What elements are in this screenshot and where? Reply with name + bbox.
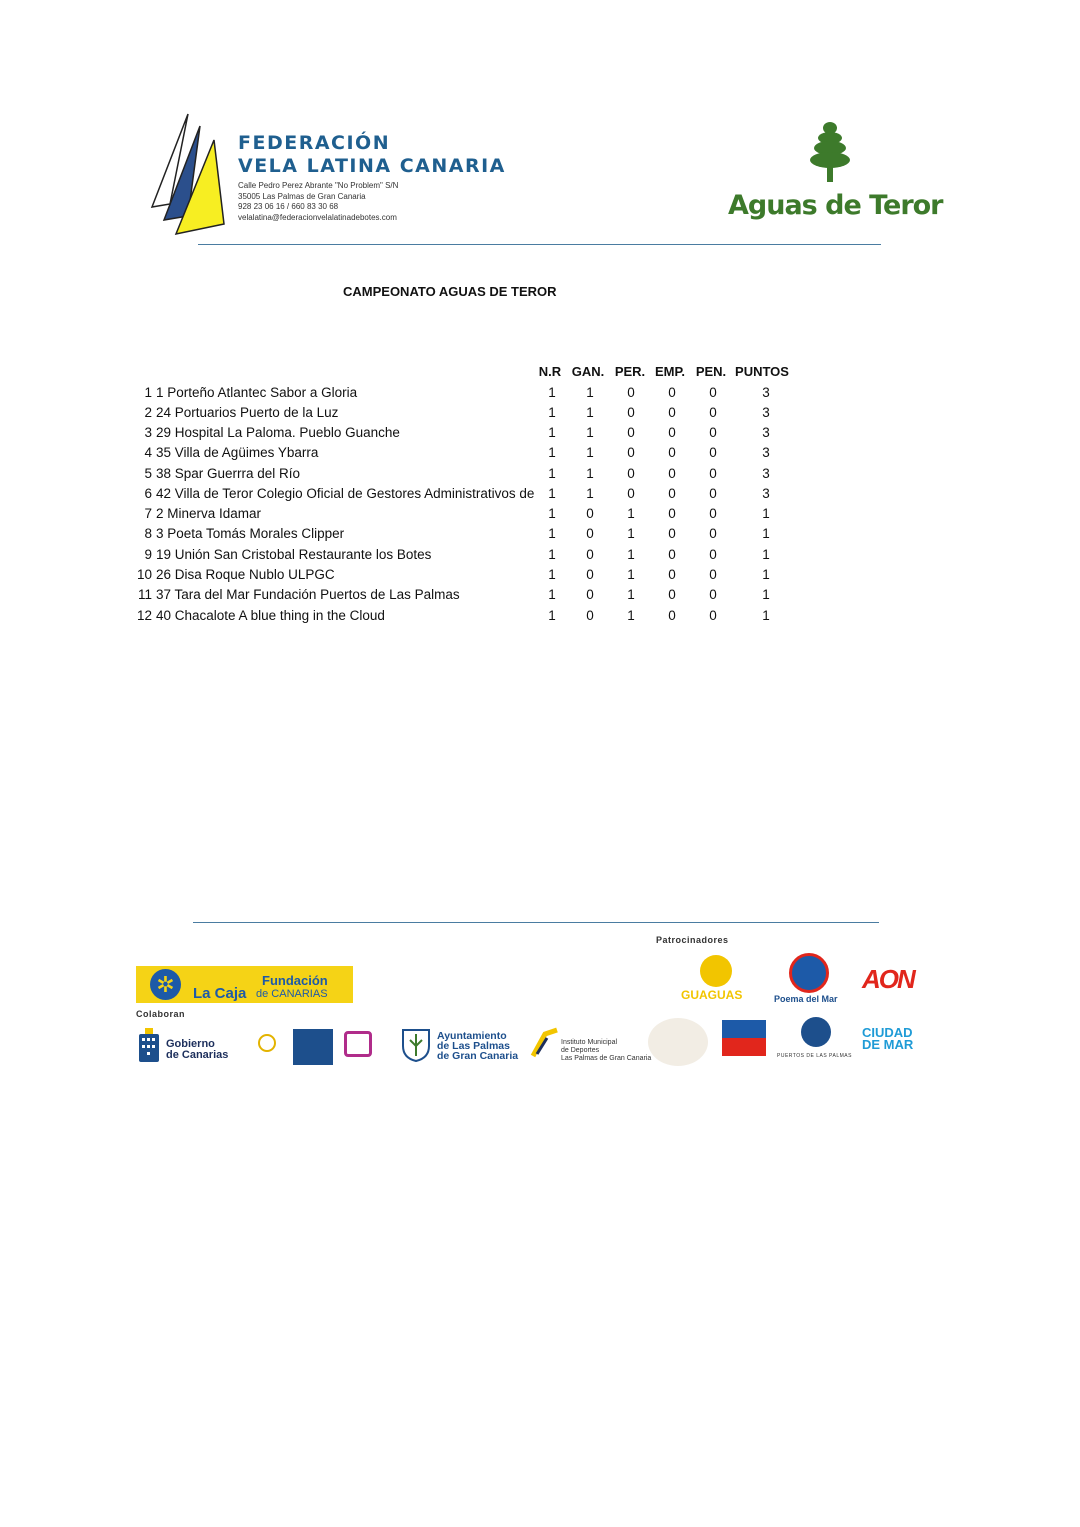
table-row <box>0 526 1080 546</box>
lacaja-line2: La Caja <box>193 985 247 1002</box>
gran-canaria-icon <box>258 1034 276 1052</box>
pen-value: 0 <box>709 506 717 521</box>
team-name: 42 Villa de Teror Colegio Oficial de Gestores Administrativos de <box>156 486 534 501</box>
col-header-puntos: PUNTOS <box>735 364 789 379</box>
tree-icon <box>806 120 854 184</box>
guaguas-logo: GUAGUAS <box>681 988 743 1002</box>
puntos-value: 1 <box>762 506 770 521</box>
col-header-emp: EMP. <box>654 364 686 379</box>
nr-value: 1 <box>548 466 556 481</box>
puntos-value: 1 <box>762 526 770 541</box>
per-value: 0 <box>627 405 635 420</box>
gan-value: 0 <box>586 506 594 521</box>
puntos-value: 1 <box>762 567 770 582</box>
puntos-value: 3 <box>762 466 770 481</box>
nr-value: 1 <box>548 526 556 541</box>
ayuntamiento-logo: Ayuntamiento de Las Palmas de Gran Canaria <box>437 1030 519 1062</box>
per-value: 1 <box>627 526 635 541</box>
col-header-gan: GAN. <box>571 364 605 379</box>
gan-value: 0 <box>586 526 594 541</box>
aguas-de-teror-logo: Aguas de Teror <box>728 190 943 221</box>
gan-value: 1 <box>586 425 594 440</box>
emp-value: 0 <box>668 486 676 501</box>
team-name: 38 Spar Guerrra del Río <box>156 466 301 481</box>
per-value: 1 <box>627 567 635 582</box>
table-row <box>0 425 1080 445</box>
puntos-value: 3 <box>762 385 770 400</box>
table-row <box>0 405 1080 425</box>
col-header-per: PER. <box>614 364 646 379</box>
gan-value: 1 <box>586 445 594 460</box>
nr-value: 1 <box>548 425 556 440</box>
nr-value: 1 <box>548 547 556 562</box>
pen-value: 0 <box>709 405 717 420</box>
team-name: 29 Hospital La Paloma. Pueblo Guanche <box>156 425 400 440</box>
guaguas-icon <box>700 955 732 987</box>
per-value: 0 <box>627 445 635 460</box>
nr-value: 1 <box>548 567 556 582</box>
per-value: 0 <box>627 466 635 481</box>
fundacion-logo <box>722 1020 766 1056</box>
team-name: 40 Chacalote A blue thing in the Cloud <box>156 608 385 623</box>
cabildo-logo <box>293 1029 333 1065</box>
gan-value: 1 <box>586 405 594 420</box>
emp-value: 0 <box>668 445 676 460</box>
table-row <box>0 608 1080 628</box>
shield-icon <box>401 1026 431 1062</box>
emp-value: 0 <box>668 547 676 562</box>
puertos-logo: PUERTOS DE LAS PALMAS <box>777 1053 852 1059</box>
ciudad-de-mar-logo: CIUDAD DE MAR <box>862 1025 914 1052</box>
colaboran-label: Colaboran <box>136 1009 186 1019</box>
per-value: 1 <box>627 608 635 623</box>
gobierno-canarias-logo: Gobierno de Canarias <box>166 1038 229 1061</box>
gan-value: 1 <box>586 385 594 400</box>
gan-value: 0 <box>586 567 594 582</box>
federacion-address: Calle Pedro Perez Abrante "No Problem" S/N 35005 Las Palmas de Gran Canaria 928 23 06 16 / 660 83 30 68 velalatina@federacionvelalatinadebotes.com <box>238 181 399 222</box>
estacion-logo <box>648 1018 708 1066</box>
position: 4 <box>144 445 152 460</box>
pen-value: 0 <box>709 385 717 400</box>
gan-value: 1 <box>586 486 594 501</box>
emp-value: 0 <box>668 608 676 623</box>
pen-value: 0 <box>709 587 717 602</box>
pen-value: 0 <box>709 466 717 481</box>
pen-value: 0 <box>709 608 717 623</box>
per-value: 0 <box>627 385 635 400</box>
puntos-value: 1 <box>762 547 770 562</box>
table-row <box>0 567 1080 587</box>
table-row <box>0 547 1080 567</box>
puntos-value: 3 <box>762 425 770 440</box>
gan-value: 0 <box>586 608 594 623</box>
per-value: 1 <box>627 547 635 562</box>
header-divider <box>198 244 881 245</box>
pen-value: 0 <box>709 425 717 440</box>
per-value: 1 <box>627 587 635 602</box>
position: 8 <box>144 526 152 541</box>
team-name: 1 Porteño Atlantec Sabor a Gloria <box>156 385 358 400</box>
emp-value: 0 <box>668 567 676 582</box>
patrocinadores-label: Patrocinadores <box>656 935 729 945</box>
emp-value: 0 <box>668 587 676 602</box>
lacaja-line3: de CANARIAS <box>256 988 328 1000</box>
emp-value: 0 <box>668 506 676 521</box>
table-row <box>0 506 1080 526</box>
nr-value: 1 <box>548 405 556 420</box>
team-name: 37 Tara del Mar Fundación Puertos de Las Palmas <box>156 587 460 602</box>
nr-value: 1 <box>548 587 556 602</box>
sails-logo <box>148 112 228 237</box>
nr-value: 1 <box>548 486 556 501</box>
puertos-icon <box>801 1017 831 1047</box>
position: 10 <box>136 567 152 582</box>
pen-value: 0 <box>709 526 717 541</box>
team-name: 2 Minerva Idamar <box>156 506 262 521</box>
position: 9 <box>144 547 152 562</box>
position: 2 <box>144 405 152 420</box>
nr-value: 1 <box>548 385 556 400</box>
sun-icon: ✲ <box>150 969 181 1000</box>
table-row <box>0 466 1080 486</box>
team-name: 19 Unión San Cristobal Restaurante los Botes <box>156 547 432 562</box>
puntos-value: 3 <box>762 486 770 501</box>
table-row <box>0 486 1080 506</box>
nr-value: 1 <box>548 506 556 521</box>
team-name: 24 Portuarios Puerto de la Luz <box>156 405 339 420</box>
emp-value: 0 <box>668 405 676 420</box>
federacion-title: FEDERACIÓN VELA LATINA CANARIA <box>238 132 506 177</box>
position: 6 <box>144 486 152 501</box>
imd-logo: Instituto Municipal de Deportes Las Palmas de Gran Canaria <box>561 1039 652 1062</box>
position: 7 <box>144 506 152 521</box>
nr-value: 1 <box>548 608 556 623</box>
team-name: 3 Poeta Tomás Morales Clipper <box>156 526 345 541</box>
puntos-value: 1 <box>762 608 770 623</box>
position: 5 <box>144 466 152 481</box>
col-header-pen: PEN. <box>695 364 727 379</box>
team-name: 26 Disa Roque Nublo ULPGC <box>156 567 335 582</box>
emp-value: 0 <box>668 526 676 541</box>
per-value: 0 <box>627 486 635 501</box>
gan-value: 1 <box>586 466 594 481</box>
position: 11 <box>137 587 152 602</box>
poema-del-mar-logo: Poema del Mar <box>774 994 838 1004</box>
pen-value: 0 <box>709 486 717 501</box>
emp-value: 0 <box>668 425 676 440</box>
emp-value: 0 <box>668 466 676 481</box>
pen-value: 0 <box>709 567 717 582</box>
per-value: 1 <box>627 506 635 521</box>
aon-logo: AON <box>862 964 914 994</box>
table-row <box>0 587 1080 607</box>
position: 1 <box>144 385 152 400</box>
table-row <box>0 445 1080 465</box>
team-name: 35 Villa de Agüimes Ybarra <box>156 445 319 460</box>
gan-value: 0 <box>586 547 594 562</box>
runner-icon <box>529 1026 559 1058</box>
emp-value: 0 <box>668 385 676 400</box>
pen-value: 0 <box>709 445 717 460</box>
pen-value: 0 <box>709 547 717 562</box>
gan-value: 0 <box>586 587 594 602</box>
footer-divider <box>193 922 879 923</box>
puntos-value: 3 <box>762 405 770 420</box>
col-header-nr: N.R <box>538 364 562 379</box>
lacaja-line1: Fundación <box>262 973 328 988</box>
deportes-logo <box>344 1031 372 1057</box>
puntos-value: 1 <box>762 587 770 602</box>
poema-icon <box>789 953 829 993</box>
position: 3 <box>144 425 152 440</box>
coat-of-arms-icon <box>137 1028 161 1064</box>
table-row <box>0 385 1080 405</box>
nr-value: 1 <box>548 445 556 460</box>
puntos-value: 3 <box>762 445 770 460</box>
position: 12 <box>136 608 152 623</box>
page-title: CAMPEONATO AGUAS DE TEROR <box>343 284 557 299</box>
per-value: 0 <box>627 425 635 440</box>
